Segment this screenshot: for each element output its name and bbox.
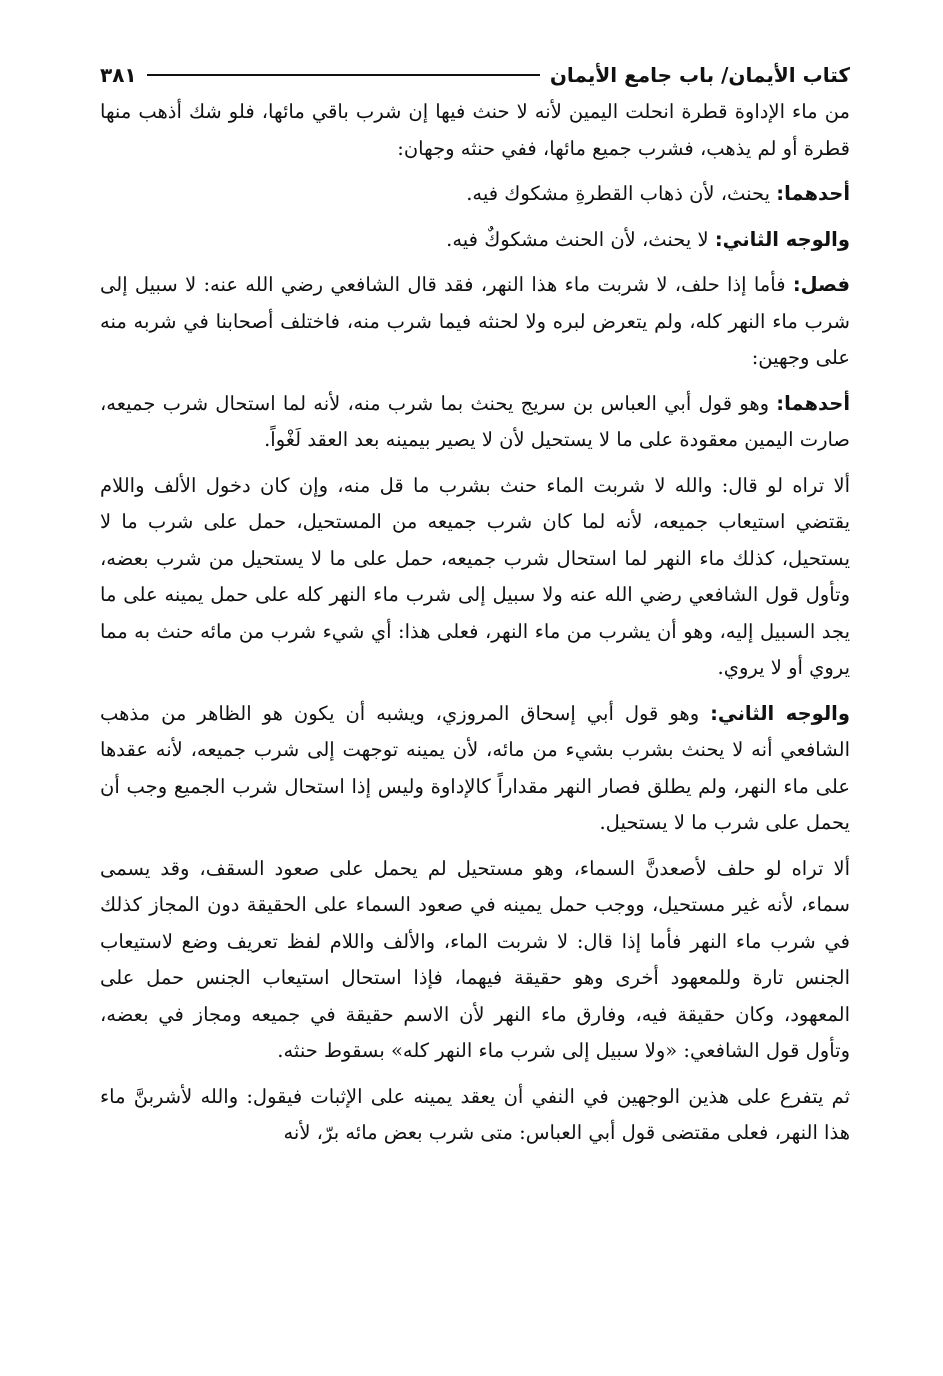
paragraph bbox=[100, 851, 850, 1070]
paragraph-text: وهو قول أبي العباس بن سريج يحنث بما شرب منه، لأنه لما استحال شرب جميعه، صارت اليمين معقودة على ما لا يستحيل لأن لا يصير بيمينه بعد العقد لَغْواً. bbox=[100, 391, 850, 451]
paragraph bbox=[100, 222, 850, 259]
page-number: ٣٨١ bbox=[100, 63, 137, 87]
paragraph-lead: أحدهما: bbox=[776, 182, 850, 205]
paragraph-text: فأما إذا حلف، لا شربت ماء هذا النهر، فقد قال الشافعي رضي الله عنه: لا سبيل إلى شرب ماء النهر كله، ولم يتعرض لبره ولا لحنثه فيما شرب منه، فاختلف أصحابنا في شربه منه على وجهين: bbox=[100, 273, 850, 369]
paragraph-text: وهو قول أبي إسحاق المروزي، ويشبه أن يكون هو الظاهر من مذهب الشافعي أنه لا يحنث بشرب بشيء من مائه، لأن يمينه توجهت إلى شرب جميعه، لأنه عقدها على ماء النهر، ولم يطلق فصار النهر مقداراً كالإداوة وليس إذا استحال شرب الجميع وجب أن يحمل على شرب ما لا يستحيل. bbox=[100, 701, 850, 834]
running-header bbox=[100, 58, 850, 92]
paragraph-text: ثم يتفرع على هذين الوجهين في النفي أن يعقد يمينه على الإثبات فيقول: والله لأشربنَّ ماء هذا النهر، فعلى مقتضى قول أبي العباس: متى شرب بعض مائه برّ، لأنه bbox=[100, 1084, 850, 1144]
paragraph-text: ألا تراه لو قال: والله لا شربت الماء حنث بشرب ما قل منه، وإن كان دخول الألف واللام يقتضي استيعاب جميعه، لأنه لما كان شرب جميعه من المستحيل، حمل على شرب ما لا يستحيل، كذلك ماء النهر لما استحال شرب جميعه، حمل على ما لا يستحيل من شرب بعضه، وتأول قول الشافعي رضي الله عنه ولا سبيل إلى شرب ماء النهر كله على حمل يمينه على ما يجد السبيل إليه، وهو أن يشرب من ماء النهر، فعلى هذا: أي شيء شرب من مائه حنث به مما يروي أو لا يروي. bbox=[100, 473, 850, 679]
paragraph-lead: فصل: bbox=[792, 273, 850, 296]
header-rule bbox=[147, 74, 540, 76]
paragraph bbox=[100, 176, 850, 213]
paragraph-text: ألا تراه لو حلف لأصعدنَّ السماء، وهو مستحيل لم يحمل على صعود السقف، وقد يسمى سماء، لأنه غير مستحيل، ووجب حمل يمينه في صعود السماء على الحقيقة دون المجاز كذلك في شرب ماء النهر فأما إذا قال: لا شربت الماء، والألف واللام لفظ تعريف وضع لاستيعاب الجنس تارة وللمعهود أخرى وهو حقيقة فيهما، فإذا استحال استيعاب الجنس حمل على المعهود، وكان حقيقة فيه، وفارق ماء النهر لأن الاسم حقيقة في جميعه ومجاز في بعضه، وتأول قول الشافعي: «ولا سبيل إلى شرب ماء النهر كله» بسقوط حنثه. bbox=[100, 856, 850, 1062]
paragraph-text: لا يحنث، لأن الحنث مشكوكٌ فيه. bbox=[446, 227, 715, 251]
paragraph bbox=[100, 468, 850, 687]
paragraph bbox=[100, 1079, 850, 1152]
paragraph bbox=[100, 267, 850, 377]
chapter-title: كتاب الأيمان/ باب جامع الأيمان bbox=[549, 63, 850, 87]
paragraph bbox=[100, 696, 850, 842]
paragraph-text: من ماء الإداوة قطرة انحلت اليمين لأنه لا حنث فيها إن شرب باقي مائها، فلو شك أذهب منها قطرة أو لم يذهب، فشرب جميع مائها، ففي حنثه وجهان: bbox=[100, 100, 850, 160]
book-page bbox=[100, 58, 850, 1161]
paragraph-lead: أحدهما: bbox=[776, 391, 850, 415]
paragraph-lead: والوجه الثاني: bbox=[714, 227, 850, 251]
paragraph-text: يحنث، لأن ذهاب القطرةِ مشكوك فيه. bbox=[466, 182, 777, 205]
paragraph-lead: والوجه الثاني: bbox=[710, 701, 850, 725]
paragraph bbox=[100, 386, 850, 459]
paragraph bbox=[100, 94, 850, 167]
